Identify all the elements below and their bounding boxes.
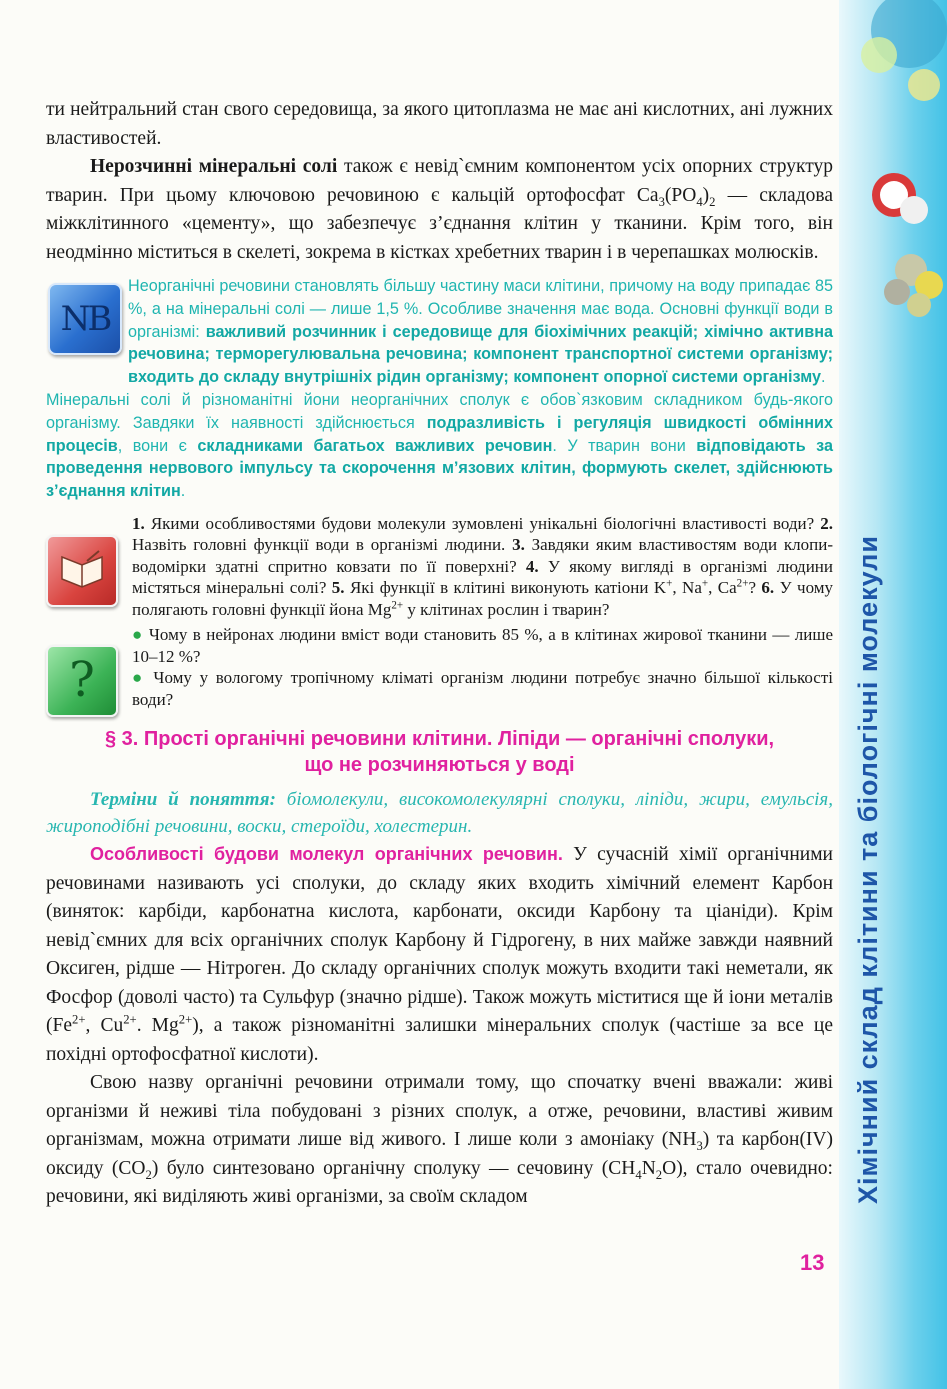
section-title: § 3. Прості органічні речовини клітини. Ліпіди — органічні сполуки, що не розчиняються у воді xyxy=(104,728,775,777)
paragraph-name-origin: Свою назву органічні речовини отримали тому, що спочатку вчені вважали: живі організми й неживі тіла побудовані з різних сполук, а отже, речовини, властиві живим організмам, можна отримати лише від живого. І лише коли з амоніаку $(NH_3)$ та карбон(IV) оксиду $(CO_2)$ було синтезовано органічну сполуку — сечовину $(CH_4N_2O)$, стало очевидно: речовини, які виділяють живі організми, за своїм складом xyxy=(46,1072,834,1208)
page-content xyxy=(46,96,833,1212)
questions-block xyxy=(46,513,833,711)
paragraph-salts: Нерозчинні мінеральні солі також є невід`ємним компонентом усіх опорних структур тварин. При цьому ключовою речовиною є кальцій ортофосфат $Ca_3(PO_4)_2$ — складова міжклітинного «цементу», що забезпечує з’єднання клітин у тканини. Крім того, він неодмінно міститься в скелеті, зокрема в кістках хребетних тварин і в черепашках молюсків. xyxy=(46,156,833,263)
terms-line: Терміни й поняття: біомолекули, високомолекулярні сполуки, ліпіди, жири, емульсія, жироподібні речовини, воски, стероїди, холестерин. xyxy=(46,789,833,838)
think-question-2: ● Чому у вологому тропічному кліматі організм людини потребує значно більшої кількості води? xyxy=(132,668,833,709)
paragraph-intro: ти нейтральний стан свого середовища, за якого цитоплазма не має ані кислотних, ані лужних властивостей. xyxy=(46,99,833,149)
think-question-1: ● Чому в нейронах людини вміст води становить 85 %, а в клітинах жирової тканини — лише 10–12 %? xyxy=(132,625,834,666)
page-number: 13 xyxy=(800,1250,825,1275)
paragraph-organic-structure: Особливості будови молекул органічних речовин. У сучасній хімії органічними речовинами називають усі сполуки, до складу яких входить хімічний елемент Карбон (виняток: карбіди, карбонатна кислота, карбонати, оксиди Карбону та ціаніди). Крім невід`ємних для всіх органічних сполук Карбону й Гідрогену, в них майже завжди наявний Оксиген, рідше — Нітроген. До складу органічних сполук можуть входити такі неметали, як Фосфор (доволі часто) та Сульфур (значно рідше). Також можуть міститися ще й іони металів ($Fe^{2+}$, $Cu^{2+}$. $Mg^{2+}$), а також різноманітні залишки мінеральних сполук (частіше за все це похідні ортофосфатної кислоти). xyxy=(46,844,833,1065)
term-insoluble-salts: Нерозчинні мінеральні солі xyxy=(90,156,338,177)
bullet-icon: ● xyxy=(132,668,146,688)
question-mark-icon: ? xyxy=(46,645,118,717)
molecule-illustration-icon xyxy=(839,0,947,340)
side-chapter-title: Хімічний склад клітини та біологічні молекули xyxy=(853,535,883,1205)
bullet-icon: ● xyxy=(132,625,144,645)
nb-icon: NB xyxy=(48,283,122,355)
review-questions: 1. Якими особливостями будови молекули зумовлені унікальні біологічні властивості води? 2. Назвіть головні функції води в організмі людини. 3. Завдяки яким властивостям води клопи-водомірки здатні спритно ковзати по її поверхні? 4. У якому вигляді в організмі людини містяться мінеральні солі? 5. Які функції в клітині виконують катіони K+, Na+, $Ca^{2+}$? 6. У чому полягають головні функції йона $Mg^{2+}$ у клітинах рослин і тварин? xyxy=(132,513,834,619)
nb-paragraph-salts: Мінеральні солі й різноманітні йони неорганічних сполук є обов`язковим складником будь-якого організму. Завдяки їх наявності здійснюється подразливість і регуляція швидкості обмінних процесів, вони є складниками багатьох важливих речовин. У тварин вони відповідають за проведення нервового імпульсу та скорочення м’язових клітин, формують скелет, здійснюють з’єднання клітин. xyxy=(46,390,833,501)
nb-paragraph-water: Неорганічні речовини становлять більшу частину маси клітини, причому на воду припадає 85 %, а на мінеральні солі — лише 1,5 %. Особливе значення має вода. Основні функції води в організмі: важливий розчинник і середовище для біохімічних реакцій; хімічно активна речовина; терморегулювальна речовина; компонент транспортної системи організму; входить до складу внутрішніх рідин організму; компонент опорної системи організму. xyxy=(128,277,833,387)
nb-note xyxy=(46,275,833,503)
subheading: Особливості будови молекул органічних речовин. xyxy=(90,844,563,865)
book-icon xyxy=(46,535,118,607)
